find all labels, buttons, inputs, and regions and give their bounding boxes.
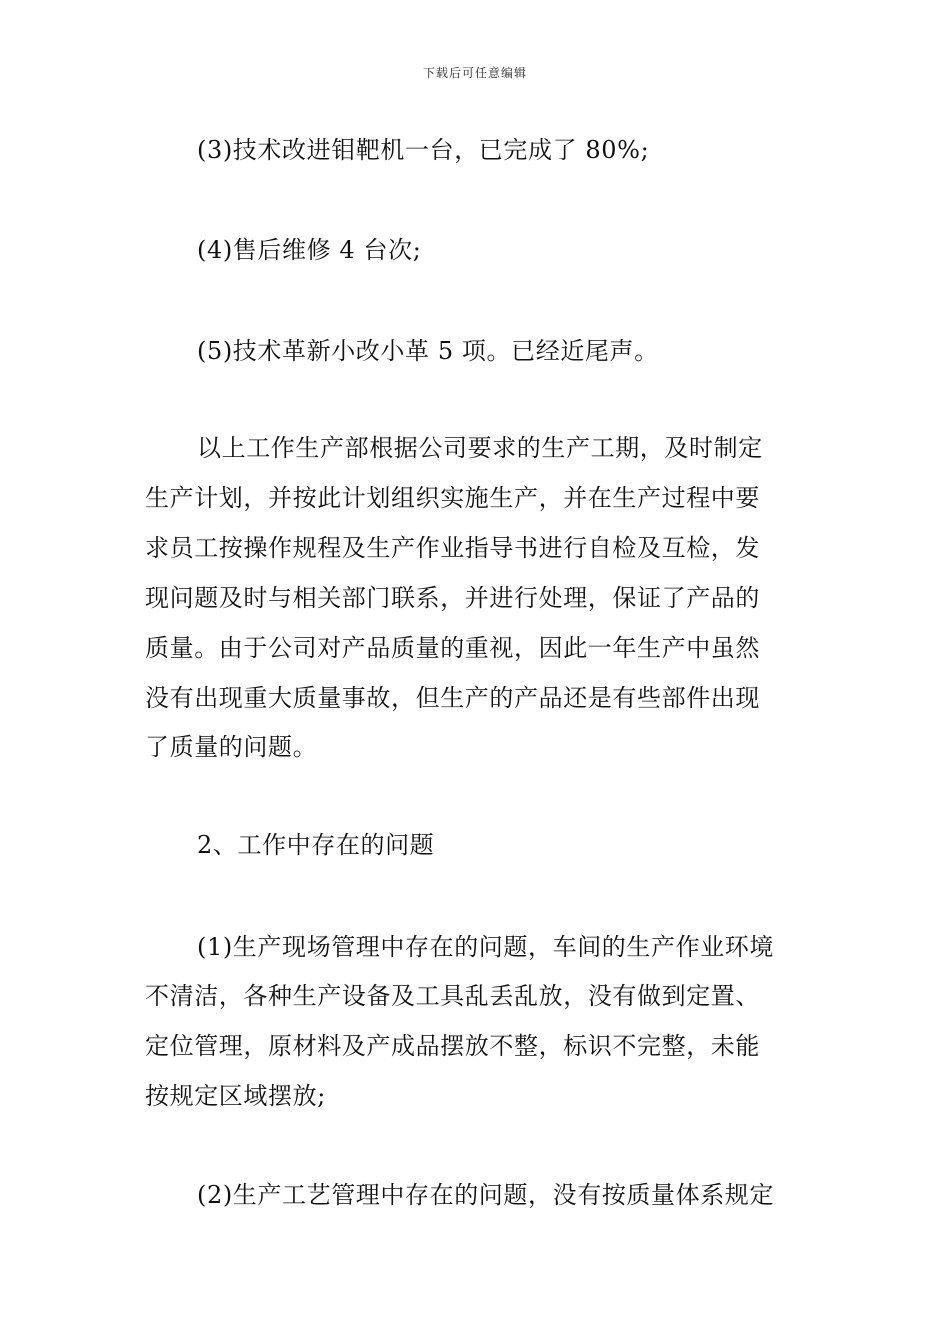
list-item: (4)售后维修 4 台次; bbox=[197, 236, 422, 264]
paragraph-line: 求员工按操作规程及生产作业指导书进行自检及互检，发 bbox=[145, 534, 760, 562]
paragraph-line: 现问题及时与相关部门联系，并进行处理，保证了产品的 bbox=[145, 584, 760, 612]
paragraph-line: 定位管理，原材料及产成品摆放不整，标识不完整，未能 bbox=[145, 1032, 760, 1060]
paragraph-line: 质量。由于公司对产品质量的重视，因此一年生产中虽然 bbox=[145, 634, 760, 662]
page-header: 下载后可任意编辑 bbox=[422, 66, 527, 80]
paragraph-line: 按规定区域摆放; bbox=[145, 1082, 326, 1110]
paragraph-line: (2)生产工艺管理中存在的问题，没有按质量体系规定 bbox=[197, 1181, 774, 1209]
paragraph-line: (1)生产现场管理中存在的问题，车间的生产作业环境 bbox=[197, 933, 774, 961]
paragraph-line: 没有出现重大质量事故，但生产的产品还是有些部件出现 bbox=[145, 684, 760, 712]
paragraph-line: 生产计划，并按此计划组织实施生产，并在生产过程中要 bbox=[145, 484, 760, 512]
paragraph-line: 了质量的问题。 bbox=[145, 733, 318, 761]
paragraph-line: 以上工作生产部根据公司要求的生产工期，及时制定 bbox=[197, 434, 763, 462]
section-heading: 2、工作中存在的问题 bbox=[197, 831, 435, 859]
list-item: (5)技术革新小改小革 5 项。已经近尾声。 bbox=[197, 337, 659, 365]
list-item: (3)技术改进钼靶机一台，已完成了 80%; bbox=[197, 136, 650, 164]
paragraph-line: 不清洁，各种生产设备及工具乱丢乱放，没有做到定置、 bbox=[145, 982, 760, 1010]
